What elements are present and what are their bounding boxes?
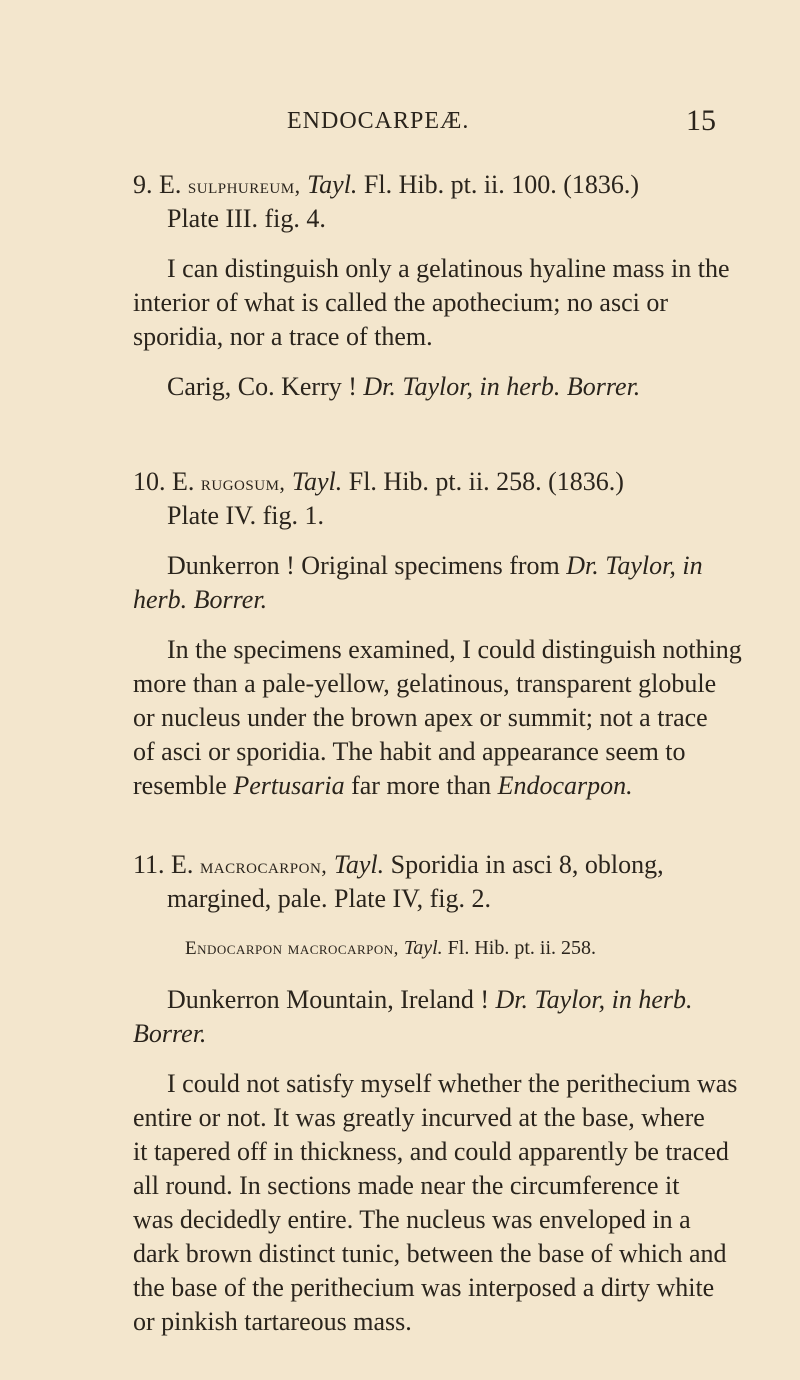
paragraph-line: all round. In sections made near the circumference it: [133, 1171, 680, 1200]
page-header: [0, 104, 800, 136]
locality-continued: herb. Borrer.: [133, 585, 268, 614]
paragraph-line: dark brown distinct tunic, between the base of which and: [133, 1239, 727, 1268]
locality: Carig, Co. Kerry ! Dr. Taylor, in herb. Borrer.: [167, 372, 641, 401]
paragraph-line: I can distinguish only a gelatinous hyaline mass in the: [167, 254, 730, 283]
page-number: 15: [686, 104, 716, 137]
paragraph-line: I could not satisfy myself whether the perithecium was: [167, 1069, 738, 1098]
plate-reference: Plate IV. fig. 1.: [167, 501, 324, 530]
entry-heading: 11. E. macrocarpon, Tayl. Sporidia in asci 8, oblong,: [133, 850, 664, 879]
running-head: ENDOCARPEÆ.: [287, 108, 470, 134]
paragraph-line: or nucleus under the brown apex or summit; not a trace: [133, 703, 708, 732]
paragraph-line: In the specimens examined, I could distinguish nothing: [167, 635, 742, 664]
plate-reference: Plate III. fig. 4.: [167, 204, 326, 233]
paragraph-line: or pinkish tartareous mass.: [133, 1307, 412, 1336]
paragraph-line: sporidia, nor a trace of them.: [133, 322, 433, 351]
locality-continued: Borrer.: [133, 1019, 207, 1048]
paragraph-line: the base of the perithecium was interposed a dirty white: [133, 1273, 715, 1302]
paragraph-line: entire or not. It was greatly incurved at the base, where: [133, 1103, 705, 1132]
paragraph-line: of asci or sporidia. The habit and appearance seem to: [133, 737, 686, 766]
paragraph-line: interior of what is called the apothecium; no asci or: [133, 288, 668, 317]
locality: Dunkerron ! Original specimens from Dr. Taylor, in: [167, 551, 703, 580]
entry-heading: 9. E. sulphureum, Tayl. Fl. Hib. pt. ii. 100. (1836.): [133, 170, 640, 199]
paragraph-line: was decidedly entire. The nucleus was enveloped in a: [133, 1205, 691, 1234]
entry-heading: 10. E. rugosum, Tayl. Fl. Hib. pt. ii. 258. (1836.): [133, 467, 624, 496]
paragraph-line: more than a pale-yellow, gelatinous, transparent globule: [133, 669, 717, 698]
paragraph-line: resemble Pertusaria far more than Endocarpon.: [133, 771, 633, 800]
synonym: Endocarpon macrocarpon, Tayl. Fl. Hib. pt. ii. 258.: [185, 937, 597, 959]
paragraph-line: it tapered off in thickness, and could apparently be traced: [133, 1137, 729, 1166]
locality: Dunkerron Mountain, Ireland ! Dr. Taylor, in herb.: [167, 985, 693, 1014]
description: margined, pale. Plate IV, fig. 2.: [167, 884, 491, 913]
